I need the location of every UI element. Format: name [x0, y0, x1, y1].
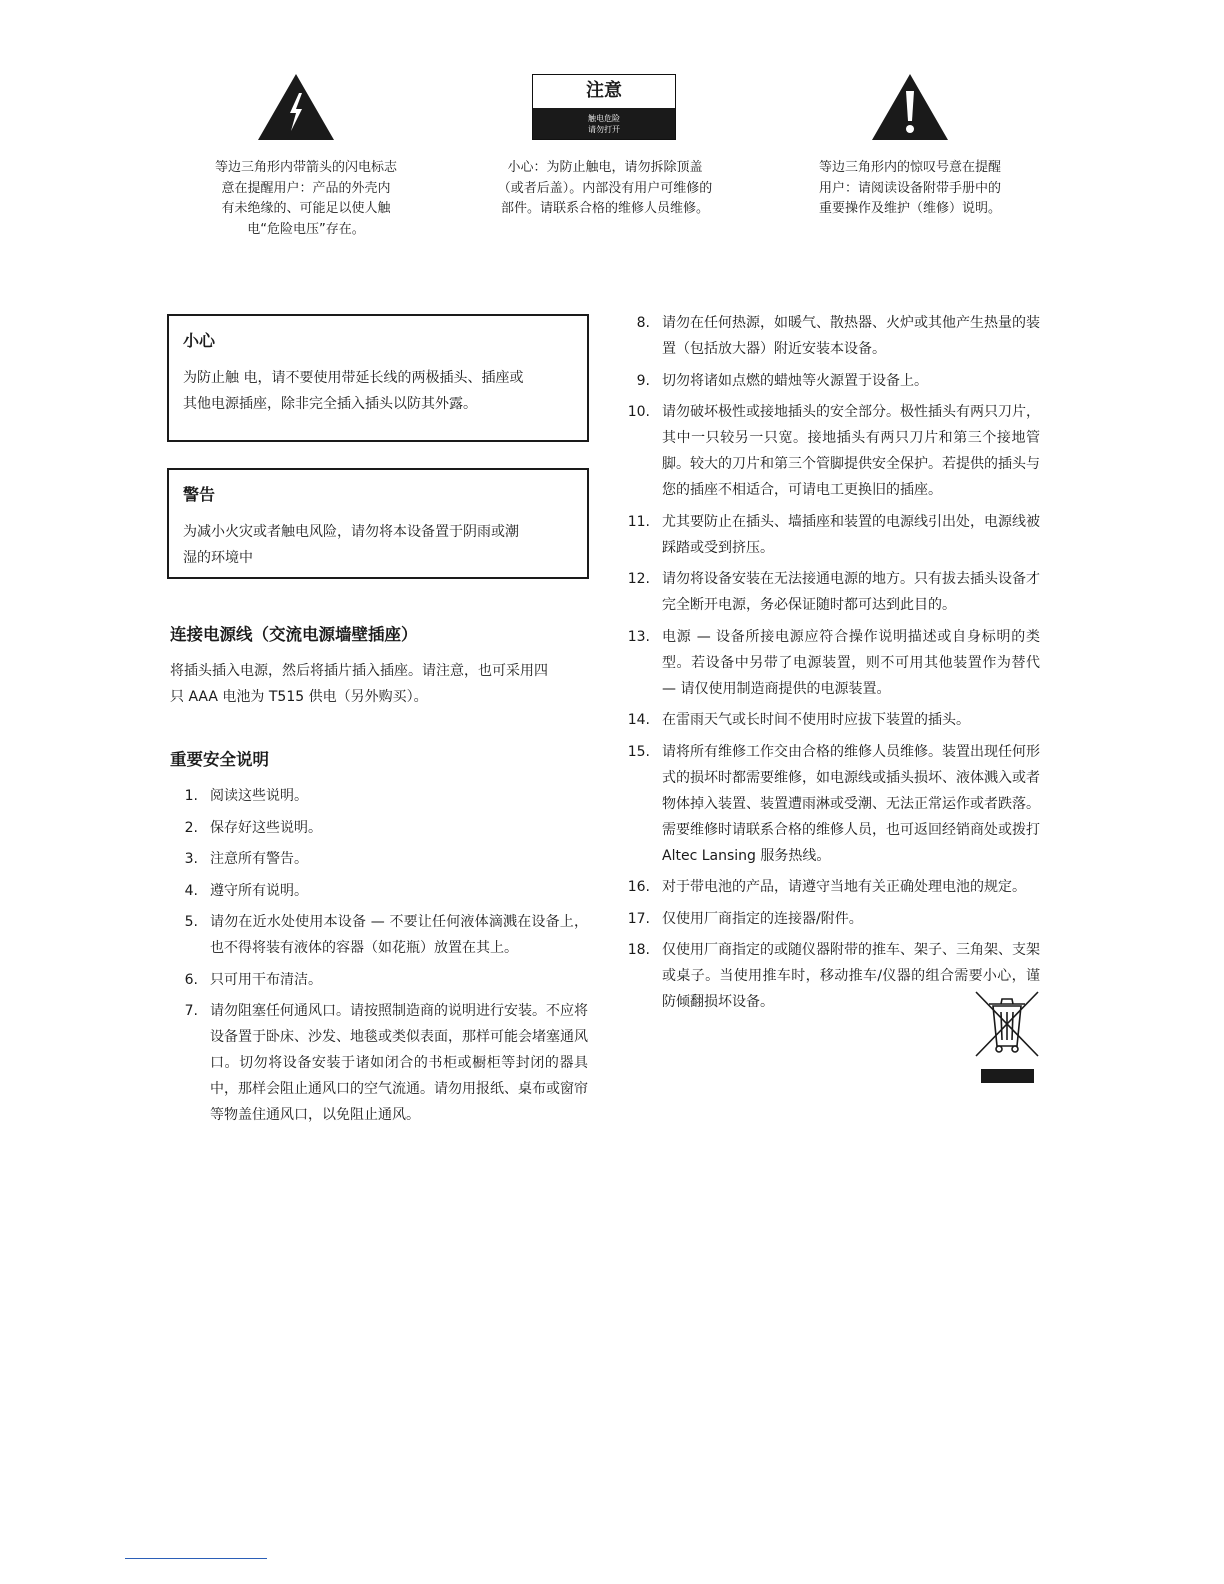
safety-section-title: 重要安全说明	[170, 750, 269, 769]
safety-item-number: 6.	[184, 971, 198, 988]
warning-box-text: 为减小火灾或者触电风险，请勿将本设备置于阴雨或潮 湿的环境中	[183, 524, 519, 566]
safety-item-text: 请勿将设备安装在无法接通电源的地方。只有拔去插头设备才完全断开电源，务必保证随时都可达到此目的。	[662, 571, 1040, 613]
safety-item	[622, 874, 1040, 900]
safety-item-number: 15.	[627, 743, 650, 760]
power-section-title: 连接电源线（交流电源墙壁插座）	[170, 625, 418, 644]
safety-list-left	[170, 783, 588, 1134]
safety-item-text: 请勿破坏极性或接地插头的安全部分。极性插头有两只刀片，其中一只较另一只宽。接地插头有两只刀片和第三个接地管脚。较大的刀片和第三个管脚提供安全保护。若提供的插头与您的插座不相适合，可请电工更换旧的插座。	[662, 404, 1040, 498]
lightning-warning-icon	[257, 73, 335, 141]
warning-box-title: 警告	[183, 485, 216, 504]
safety-item-text: 请将所有维修工作交由合格的维修人员维修。装置出现任何形式的损坏时都需要维修，如电源线或插头损坏、液体溅入或者物体掉入装置、装置遭雨淋或受潮、无法正常运作或者跌落。需要维修时请联系合格的维修人员，也可返回经销商处或拨打 Altec Lansing 服务热线。	[662, 743, 1040, 864]
safety-item-number: 7.	[184, 1003, 198, 1019]
safety-item	[622, 707, 1040, 733]
safety-item	[170, 783, 588, 809]
safety-item-text: 仅使用厂商指定的连接器/附件。	[662, 910, 863, 927]
safety-item	[170, 909, 588, 961]
safety-item-text: 请勿在任何热源，如暖气、散热器、火炉或其他产生热量的装置（包括放大器）附近安装本设备。	[662, 315, 1040, 357]
safety-item-text: 保存好这些说明。	[210, 819, 322, 836]
safety-item-text: 仅使用厂商指定的或随仪器附带的推车、架子、三角架、支架或桌子。当使用推车时，移动推车/仪器的组合需要小心，谨防倾翻损坏设备。	[662, 942, 1040, 1010]
safety-item	[170, 846, 588, 872]
safety-item	[622, 399, 1040, 503]
safety-item-number: 8.	[636, 315, 650, 331]
safety-item-text: 阅读这些说明。	[210, 788, 308, 804]
caution-label-bar: 触电危险 请勿打开	[533, 108, 675, 139]
safety-item-number: 4.	[184, 882, 198, 899]
safety-item-text: 在雷雨天气或长时间不使用时应拔下装置的插头。	[662, 712, 970, 728]
safety-item-number: 9.	[636, 372, 650, 389]
safety-item-number: 16.	[627, 879, 650, 895]
safety-item	[622, 368, 1040, 394]
safety-item-number: 14.	[627, 712, 650, 728]
power-section-text: 将插头插入电源，然后将插片插入插座。请注意，也可采用四 只 AAA 电池为 T515 供电（另外购买）。	[170, 663, 548, 705]
safety-item-number: 1.	[184, 788, 198, 804]
footer-rule	[125, 1558, 267, 1559]
caution-box-title: 小心	[183, 331, 216, 350]
safety-item-text: 注意所有警告。	[210, 851, 308, 867]
safety-item-text: 切勿将诸如点燃的蜡烛等火源置于设备上。	[662, 372, 928, 389]
exclamation-warning-icon	[871, 73, 949, 141]
safety-item	[170, 878, 588, 904]
exclamation-caption: 等边三角形内的惊叹号意在提醒 用户：请阅读设备附带手册中的 重要操作及维护（维修）说明。	[818, 160, 1001, 216]
warning-box	[167, 468, 589, 579]
safety-item	[622, 624, 1040, 702]
safety-item-number: 2.	[184, 819, 198, 836]
safety-item-number: 5.	[184, 914, 198, 930]
caution-box	[167, 314, 589, 442]
safety-item-text: 请勿在近水处使用本设备 — 不要让任何液体滴溅在设备上，也不得将装有液体的容器（如花瓶）放置在其上。	[210, 914, 588, 956]
safety-list-right	[622, 310, 1040, 1021]
safety-item-text: 请勿阻塞任何通风口。请按照制造商的说明进行安装。不应将设备置于卧床、沙发、地毯或类似表面，那样可能会堵塞通风口。切勿将设备安装于诸如闭合的书柜或橱柜等封闭的器具中，那样会阻止通风口的空气流通。请勿用报纸、桌布或窗帘等物盖住通风口，以免阻止通风。	[210, 1003, 588, 1123]
safety-item	[622, 566, 1040, 618]
safety-item-number: 13.	[627, 628, 650, 645]
safety-item-text: 遵守所有说明。	[210, 882, 308, 899]
safety-item	[622, 509, 1040, 561]
safety-item-text: 电源 — 设备所接电源应符合操作说明描述或自身标明的类型。若设备中另带了电源装置，则不可用其他装置作为替代 — 请仅使用制造商提供的电源装置。	[662, 628, 1040, 697]
caution-caption: 小心：为防止触电，请勿拆除顶盖 （或者后盖）。内部没有用户可维修的 部件。请联系合格的维修人员维修。	[497, 160, 713, 216]
safety-item-number: 18.	[627, 942, 650, 958]
lightning-caption: 等边三角形内带箭头的闪电标志 意在提醒用户：产品的外壳内 有未绝缘的、可能足以使人触 电“危险电压”存在。	[214, 160, 397, 237]
safety-item	[170, 815, 588, 841]
safety-item-number: 11.	[627, 513, 650, 530]
weee-crossed-bin-icon	[974, 990, 1040, 1058]
safety-item-text: 尤其要防止在插头、墙插座和装置的电源线引出处，电源线被踩踏或受到挤压。	[662, 513, 1040, 556]
safety-item	[170, 967, 588, 993]
safety-item	[622, 310, 1040, 362]
caution-box-text: 为防止触 电，请不要使用带延长线的两极插头、插座或 其他电源插座，除非完全插入插头以防其外露。	[183, 370, 524, 412]
caution-label-title: 注意	[586, 80, 622, 101]
safety-item-number: 17.	[627, 910, 650, 927]
safety-item	[170, 998, 588, 1128]
safety-item	[622, 906, 1040, 932]
caution-label	[532, 74, 676, 140]
weee-bar	[981, 1069, 1034, 1083]
safety-item-text: 对于带电池的产品，请遵守当地有关正确处理电池的规定。	[662, 879, 1026, 895]
safety-item-number: 10.	[627, 404, 650, 420]
safety-item	[622, 739, 1040, 869]
safety-item-number: 12.	[627, 571, 650, 587]
safety-item-number: 3.	[184, 851, 198, 867]
safety-item-text: 只可用干布清洁。	[210, 971, 322, 988]
